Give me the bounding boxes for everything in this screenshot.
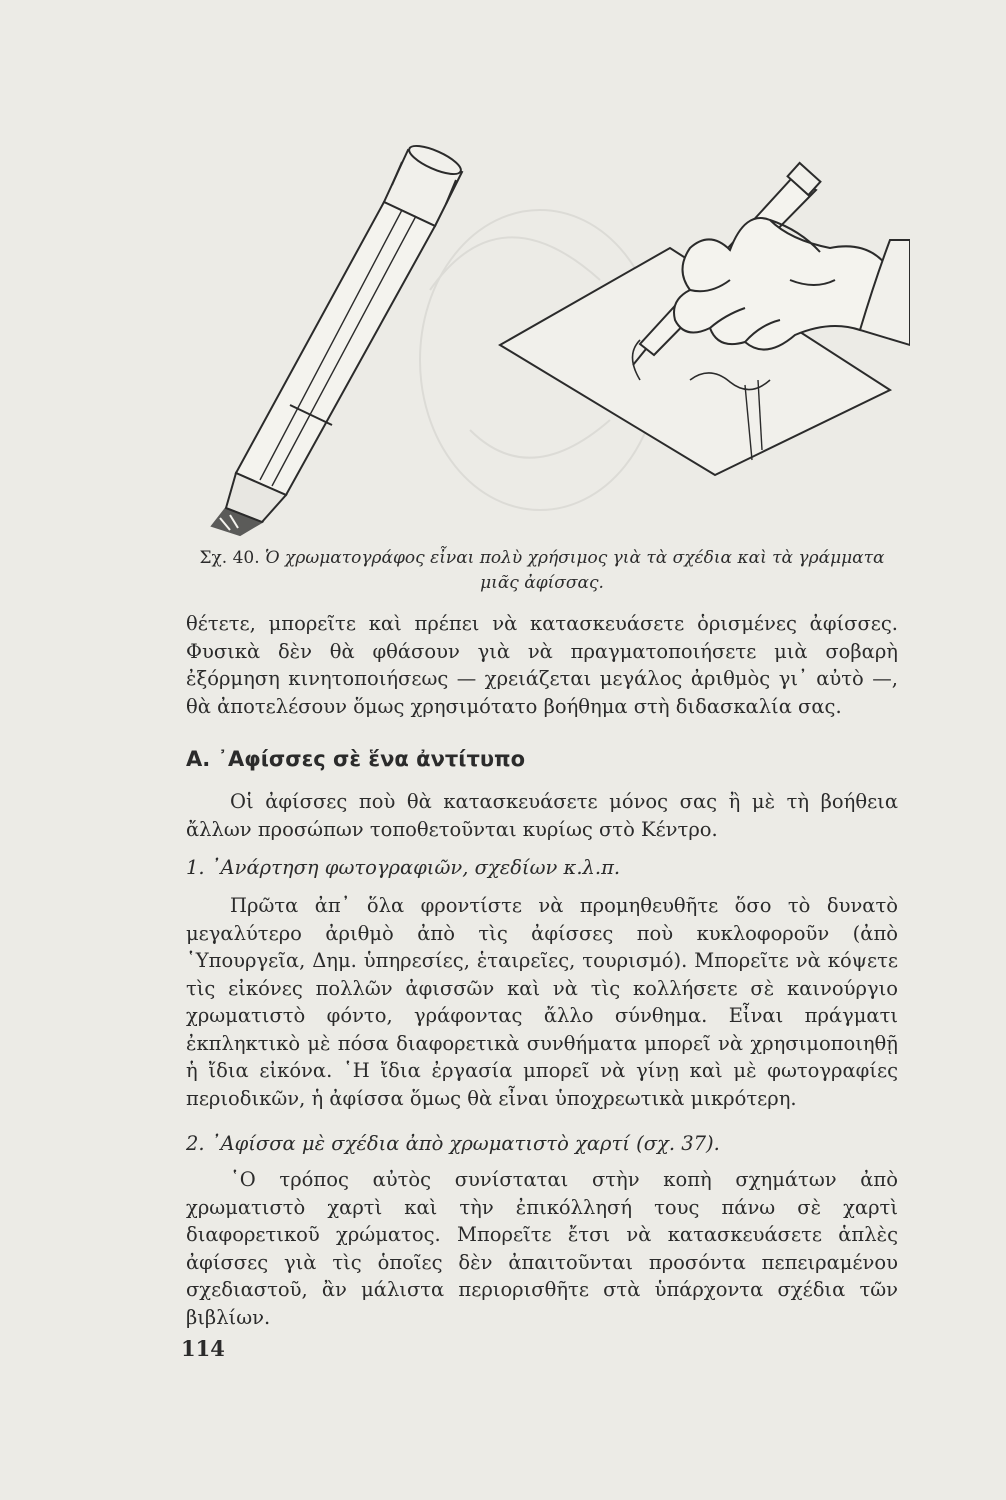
section-heading: Α. ᾿Αφίσσες σὲ ἕνα ἀντίτυπο — [186, 747, 526, 771]
subsection-2-paragraph: ῾Ο τρόπος αὐτὸς συνίσταται στὴν κοπὴ σχημάτων ἀπὸ χρωματιστὸ χαρτὶ καὶ τὴν ἐπικόλλησή τους πάνω σὲ χαρτὶ διαφορετικοῦ χρώματος. Μπορεῖτε ἔτσι νὰ κατασκευάσετε ἁπλὲς ἀφίσσες γιὰ τὶς ὁποῖες δὲν ἀπαιτοῦνται προσόντα πεπειραμένου σχεδιαστοῦ, ἂν μάλιστα περιορισθῆτε στὰ ὑπάρχοντα σχέδια τῶν βιβλίων. — [186, 1168, 898, 1329]
subsection-1-title: 1. ᾿Ανάρτηση φωτογραφιῶν, σχεδίων κ.λ.π. — [186, 856, 621, 879]
section-intro-paragraph: Οἱ ἀφίσσες ποὺ θὰ κατασκευάσετε μόνος σας ἢ μὲ τὴ βοήθεια ἄλλων προσώπων τοποθετοῦνται κυρίως στὸ Κέντρο. — [186, 790, 898, 841]
subsection-1-paragraph: Πρῶτα ἀπ᾿ ὅλα φροντίστε νὰ προμηθευθῆτε ὅσο τὸ δυνατὸ μεγαλύτερο ἀριθμὸ ἀπὸ τὶς ἀφίσσες ποὺ κυκλοφοροῦν (ἀπὸ ῾Υπουργεῖα, Δημ. ὑπηρεσίες, ἑταιρεῖες, τουρισμό). Μπορεῖτε νὰ κόψετε τὶς εἰκόνες πολλῶν ἀφισσῶν καὶ νὰ τὶς κολλήσετε σὲ καινούργιο χρωματιστὸ φόντο, γράφοντας ἄλλο σύνθημα. Εἶναι πράγματι ἐκπληκτικὸ μὲ πόσα διαφορετικὰ συνθήματα μπορεῖ νὰ χρησιμοποιηθῇ ἡ ἴδια εἰκόνα. ῾Η ἴδια ἐργασία μπορεῖ νὰ γίνῃ καὶ μὲ φωτογραφίες περιοδικῶν, ἡ ἀφίσσα ὅμως θὰ εἶναι ὑποχρεωτικὰ μικρότερη. — [186, 894, 898, 1110]
figure-caption — [186, 546, 898, 596]
page-number: 114 — [181, 1336, 225, 1361]
intro-paragraph-block — [186, 610, 898, 720]
marker-pen-icon — [212, 140, 464, 535]
subsection-2-block — [186, 1166, 898, 1331]
section-intro-block — [186, 788, 898, 843]
figure-label: Σχ. 40. — [199, 548, 260, 568]
subsection-2-title: 2. ᾿Αφίσσα μὲ σχέδια ἀπὸ χρωματιστὸ χαρτί (σχ. 37). — [186, 1132, 720, 1155]
subsection-1-block — [186, 892, 898, 1112]
figure-illustration — [170, 130, 910, 540]
intro-paragraph: θέτετε, μπορεῖτε καὶ πρέπει νὰ κατασκευάσετε ὁρισμένες ἀφίσσες. Φυσικὰ δὲν θὰ φθάσουν γιὰ νὰ πραγματοποιήσετε μιὰ σοβαρὴ ἐξόρμηση κινητοποιήσεως — χρειάζεται μεγάλος ἀριθμὸς γι᾿ αὐτὸ —, θὰ ἀποτελέσουν ὅμως χρησιμότατο βοήθημα στὴ διδασκαλία σας. — [186, 612, 898, 718]
figure-caption-text: Ὁ χρωματογράφος εἶναι πολὺ χρήσιμος γιὰ τὰ σχέδια καὶ τὰ γράμματα μιᾶς ἀφίσσας. — [265, 548, 885, 593]
